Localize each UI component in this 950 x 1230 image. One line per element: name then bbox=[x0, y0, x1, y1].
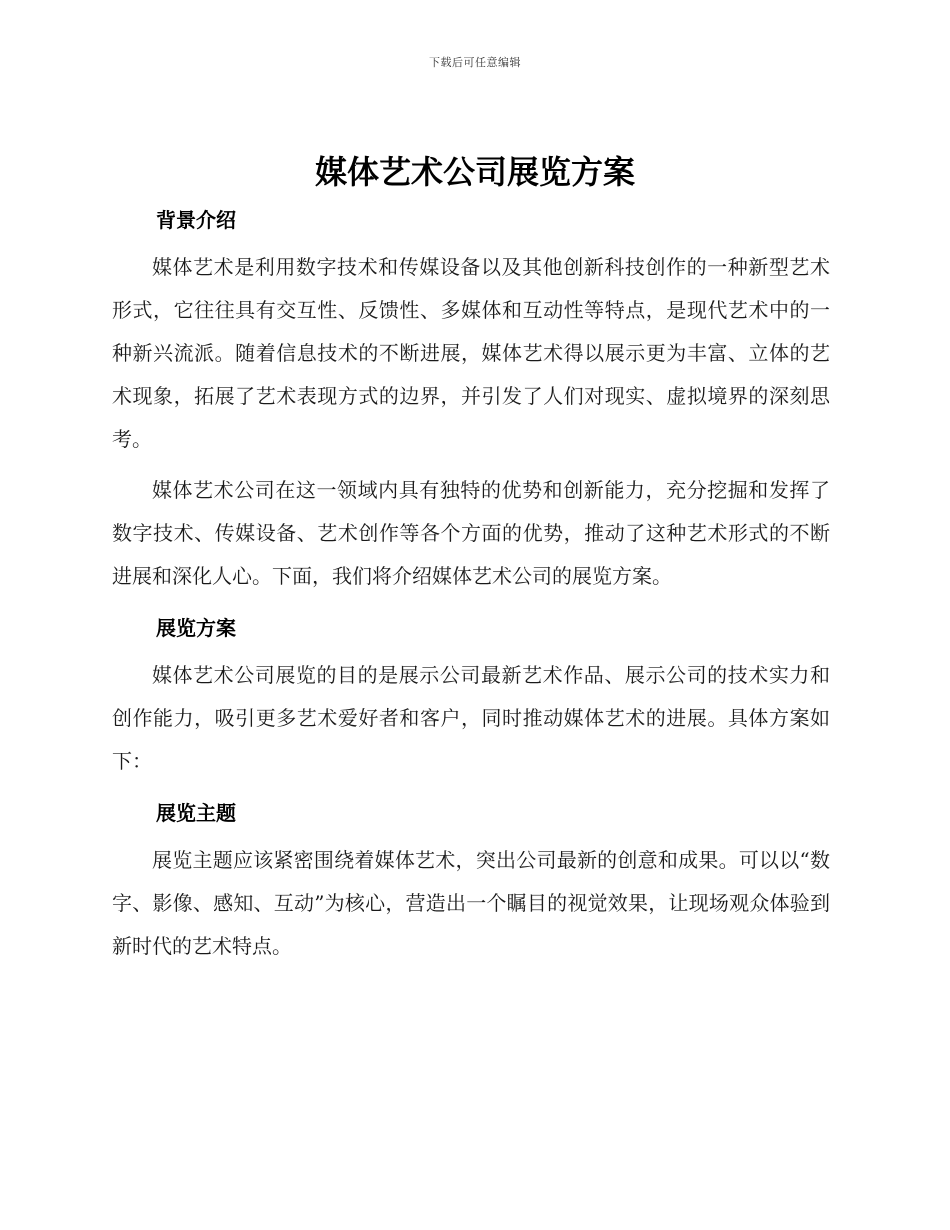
paragraph-theme-1: 展览主题应该紧密围绕着媒体艺术，突出公司最新的创意和成果。可以以“数字、影像、感知、互动”为核心，营造出一个瞩目的视觉效果，让现场观众体验到新时代的艺术特点。 bbox=[112, 848, 830, 958]
paragraph-background-1: 媒体艺术是利用数字技术和传媒设备以及其他创新科技创作的一种新型艺术形式，它往往具有交互性、反馈性、多媒体和互动性等特点，是现代艺术中的一种新兴流派。随着信息技术的不断进展，媒体艺术得以展示更为丰富、立体的艺术现象，拓展了艺术表现方式的边界，并引发了人们对现实、虚拟境界的深刻思考。 bbox=[112, 255, 830, 451]
section-theme bbox=[112, 795, 830, 968]
section-heading-theme: 展览主题 bbox=[156, 801, 236, 825]
section-heading-background: 背景介绍 bbox=[156, 208, 236, 232]
document-title: 媒体艺术公司展览方案 bbox=[314, 153, 635, 191]
section-plan bbox=[112, 610, 830, 783]
header-note: 下载后可任意编辑 bbox=[429, 56, 521, 69]
document-body bbox=[112, 202, 830, 968]
paragraph-background-2: 媒体艺术公司在这一领域内具有独特的优势和创新能力，充分挖掘和发挥了数字技术、传媒设备、艺术创作等各个方面的优势，推动了这种艺术形式的不断进展和深化人心。下面，我们将介绍媒体艺术公司的展览方案。 bbox=[112, 478, 830, 588]
section-background bbox=[112, 202, 830, 598]
section-heading-plan: 展览方案 bbox=[156, 616, 236, 640]
paragraph-plan-1: 媒体艺术公司展览的目的是展示公司最新艺术作品、展示公司的技术实力和创作能力，吸引更多艺术爱好者和客户，同时推动媒体艺术的进展。具体方案如下： bbox=[112, 663, 830, 773]
